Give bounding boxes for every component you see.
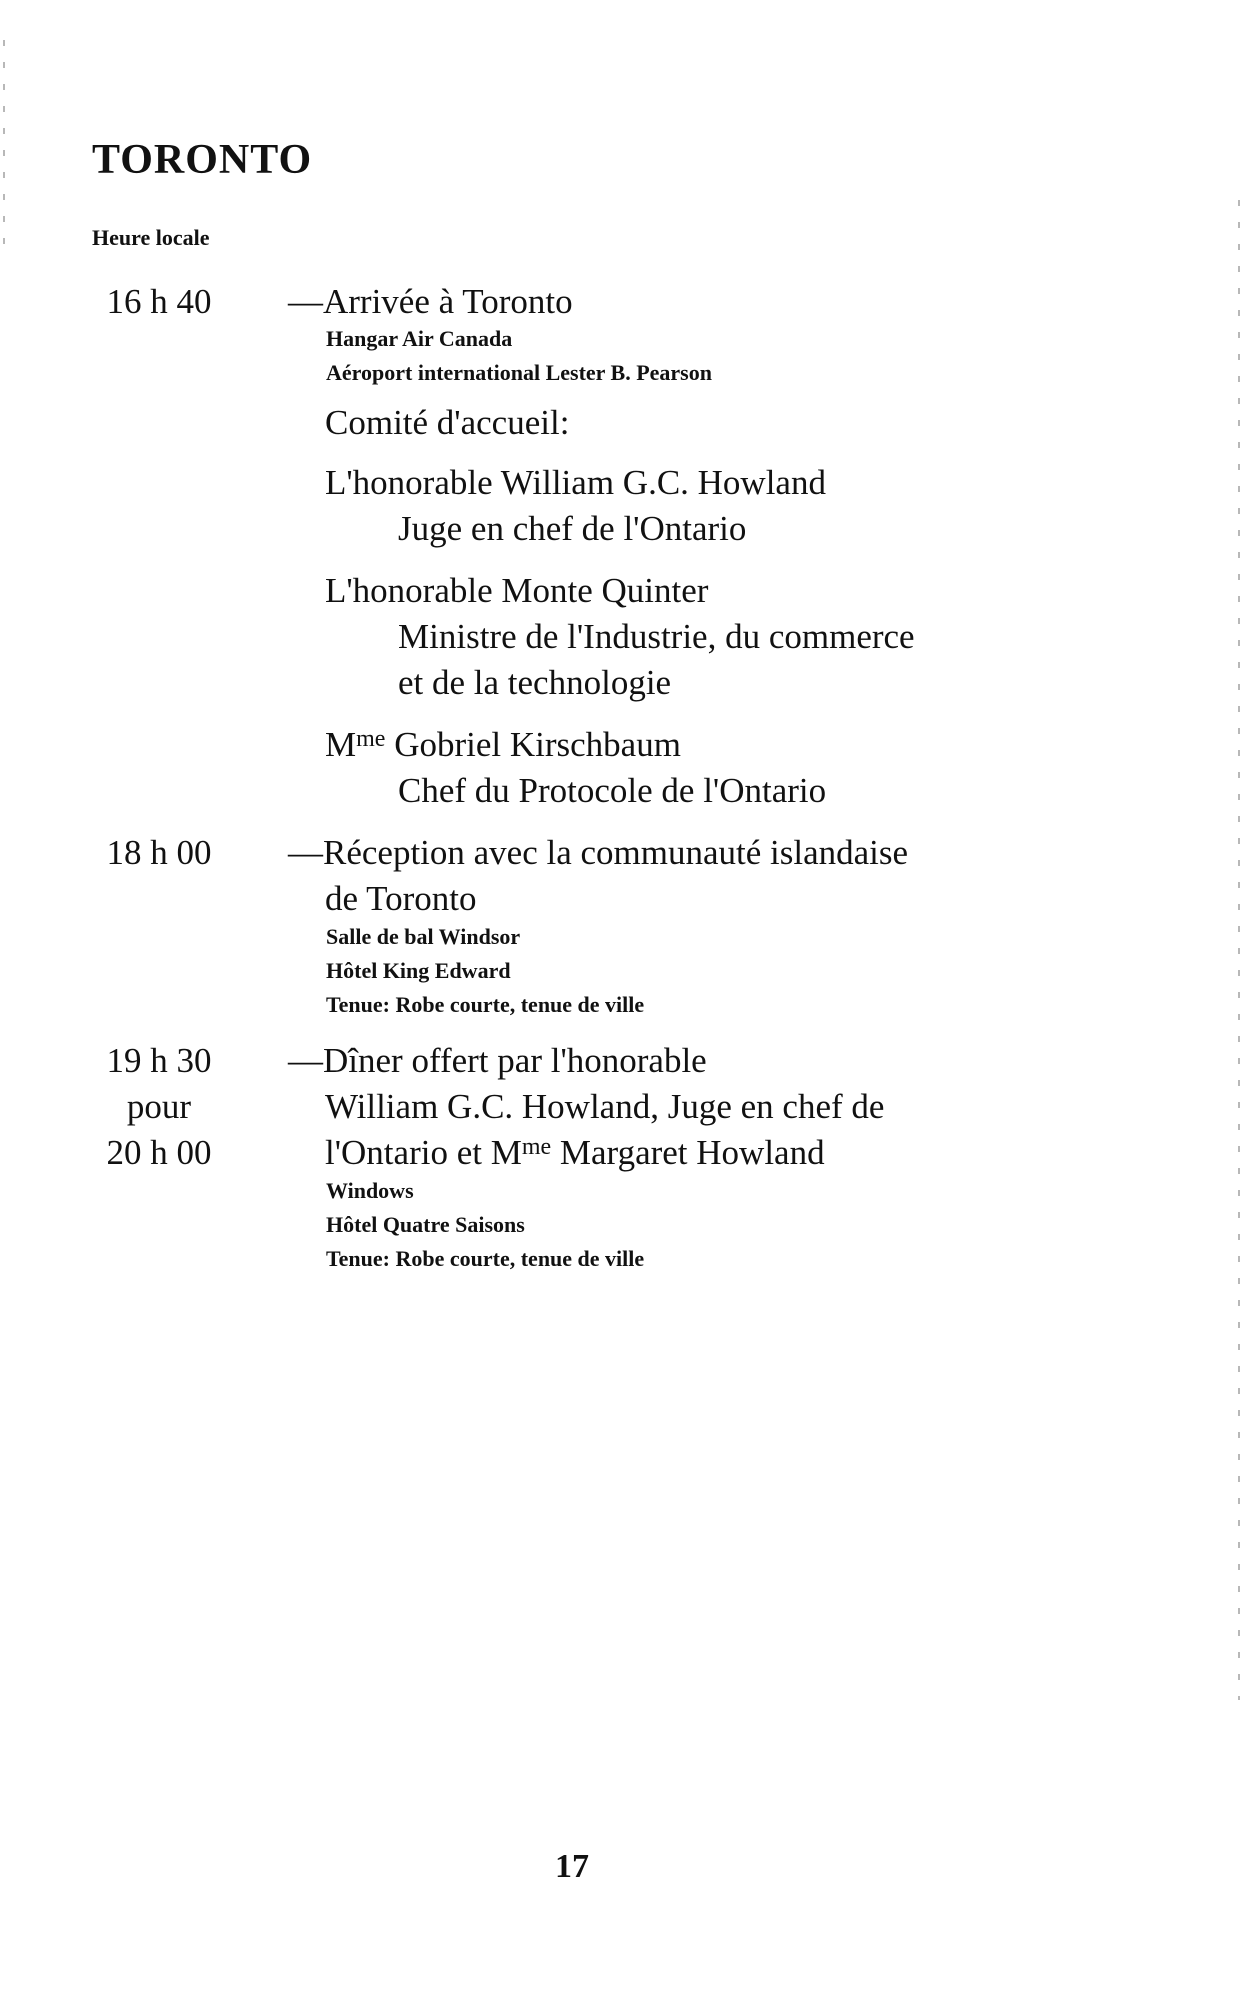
page-number: 17 [555, 1848, 589, 1885]
name-prefix: M [325, 725, 357, 764]
event-title: —Réception avec la communauté islandaise [288, 833, 909, 872]
committee-member-name [325, 722, 681, 768]
event-title-continued [325, 1130, 825, 1176]
committee-heading: Comité d'accueil: [325, 403, 570, 442]
event-dress-code: Tenue: Robe courte, tenue de ville [326, 1246, 645, 1271]
scan-edge-left [3, 40, 5, 260]
event-title-continued: de Toronto [325, 879, 477, 918]
event-location: Hôtel King Edward [326, 958, 511, 983]
page-title: TORONTO [92, 137, 313, 183]
event-location: Aéroport international Lester B. Pearson [326, 360, 712, 385]
event-title: —Dîner offert par l'honorable [288, 1041, 707, 1080]
title-text: Margaret Howland [551, 1133, 825, 1172]
committee-member-name: L'honorable William G.C. Howland [325, 463, 826, 502]
committee-member-name: L'honorable Monte Quinter [325, 571, 709, 610]
event-location: Windows [326, 1178, 414, 1203]
event-title: —Arrivée à Toronto [288, 282, 573, 321]
committee-member-role: Ministre de l'Industrie, du commerce [398, 617, 915, 656]
title-text: l'Ontario et M [325, 1133, 522, 1172]
event-time: 19 h 30 [106, 1041, 212, 1080]
event-title-continued: William G.C. Howland, Juge en chef de [325, 1087, 885, 1126]
event-time: 18 h 00 [106, 833, 212, 872]
event-time: 16 h 40 [106, 282, 212, 321]
event-location: Hangar Air Canada [326, 326, 513, 351]
committee-member-role: Juge en chef de l'Ontario [398, 509, 747, 548]
event-location: Salle de bal Windsor [326, 924, 521, 949]
committee-member-role: et de la technologie [398, 663, 672, 702]
local-time-heading: Heure locale [92, 225, 210, 250]
committee-member-role: Chef du Protocole de l'Ontario [398, 771, 827, 810]
event-time: 20 h 00 [106, 1133, 212, 1172]
event-dress-code: Tenue: Robe courte, tenue de ville [326, 992, 645, 1017]
event-time-connector: pour [126, 1087, 192, 1126]
event-location: Hôtel Quatre Saisons [326, 1212, 525, 1237]
name-prefix-superscript: me [521, 1134, 552, 1160]
scan-edge-right [1238, 200, 1240, 1700]
name-prefix-superscript: me [356, 726, 386, 752]
name-text: Gobriel Kirschbaum [385, 725, 681, 764]
